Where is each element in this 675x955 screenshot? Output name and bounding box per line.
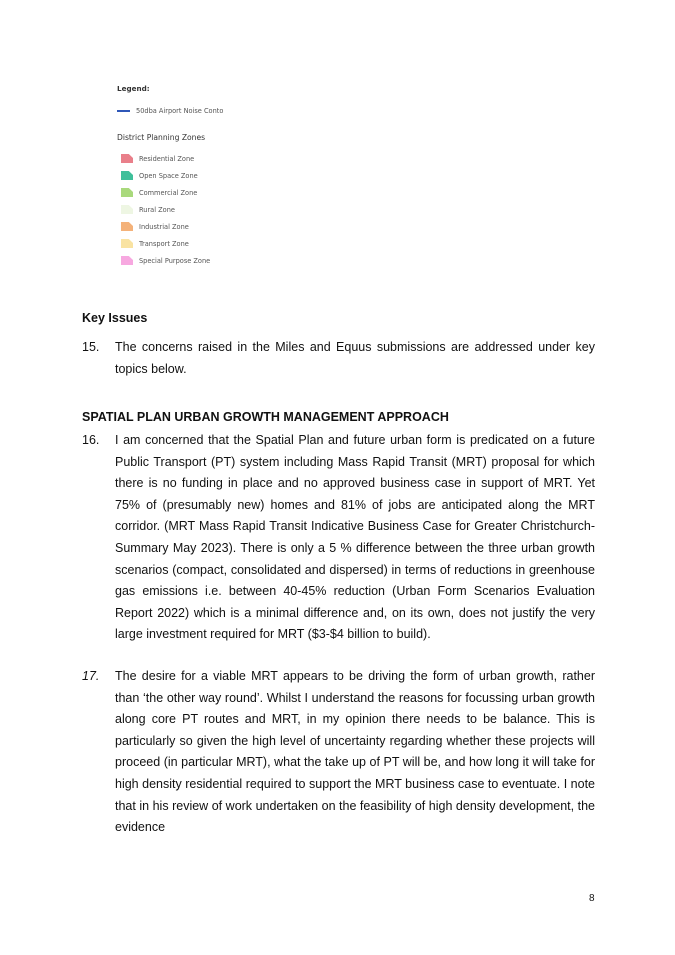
legend-zone-item [121,201,210,218]
zone-swatch-icon [121,256,133,265]
paragraph-number: 15. [82,340,100,354]
paragraph-text: The concerns raised in the Miles and Equus submissions are addressed under key topics below. [115,340,595,376]
paragraph-17 [82,666,595,839]
legend-noise-contour [117,107,223,115]
paragraph-text: The desire for a viable MRT appears to be driving the form of urban growth, rather than ‘the other way round’. Whilst I understand the reasons for focussing urban growth along core PT routes and MRT, in my opinion there needs to be balance. This is particularly so given the high level of uncertainty regarding whether these projects will proceed (in particular MRT), what the take up of PT will be, and how long it will take for high density residential required to support the MRT business case to eventuate. I note that in his review of work undertaken on the feasibility of high density development, the evidence [115,669,595,835]
legend-zone-item [121,235,210,252]
spatial-plan-heading: SPATIAL PLAN URBAN GROWTH MANAGEMENT APPROACH [82,410,449,424]
page-number: 8 [589,893,595,904]
paragraph-text: I am concerned that the Spatial Plan and future urban form is predicated on a future Public Transport (PT) system including Mass Rapid Transit (MRT) proposal for which there is no funding in place and no approved business case in support of MRT. Yet 75% of (presumably new) homes and 81% of jobs are anticipated along the MRT corridor. (MRT Mass Rapid Transit Indicative Business Case for Greater Christchurch- Summary May 2023). There is only a 5 % difference between the three urban growth scenarios (compact, consolidated and dispersed) in terms of reductions in greenhouse gas emissions i.e. between 40-45% reduction (Urban Form Scenarios Evaluation Report 2022) which is a minimal difference and, on its own, does not justify the very large investment required for MRT ($3-$4 billion to build). [115,433,595,642]
zone-swatch-icon [121,188,133,197]
zone-label: Transport Zone [139,239,189,248]
paragraph-number: 17. [82,669,100,683]
noise-contour-label: 50dba Airport Noise Conto [136,107,224,115]
legend-zone-item [121,167,210,184]
noise-contour-line-icon [117,110,130,112]
legend-zone-item [121,218,210,235]
legend-zone-item [121,252,210,269]
legend-title: Legend: [117,84,150,93]
key-issues-heading: Key Issues [82,311,148,325]
legend-zone-item [121,184,210,201]
zone-list [121,150,210,269]
zone-label: Rural Zone [139,205,175,214]
zone-swatch-icon [121,222,133,231]
zone-swatch-icon [121,239,133,248]
zones-title: District Planning Zones [117,133,206,142]
paragraph-16 [82,430,595,646]
zone-label: Residential Zone [139,154,195,163]
zone-label: Special Purpose Zone [139,256,211,265]
zone-label: Open Space Zone [139,171,198,180]
zone-label: Commercial Zone [139,188,198,197]
zone-label: Industrial Zone [139,222,189,231]
paragraph-number: 16. [82,433,100,447]
map-legend [117,84,224,265]
paragraph-15 [82,337,595,380]
zone-swatch-icon [121,154,133,163]
zone-swatch-icon [121,171,133,180]
legend-zone-item [121,150,210,167]
zone-swatch-icon [121,205,133,214]
